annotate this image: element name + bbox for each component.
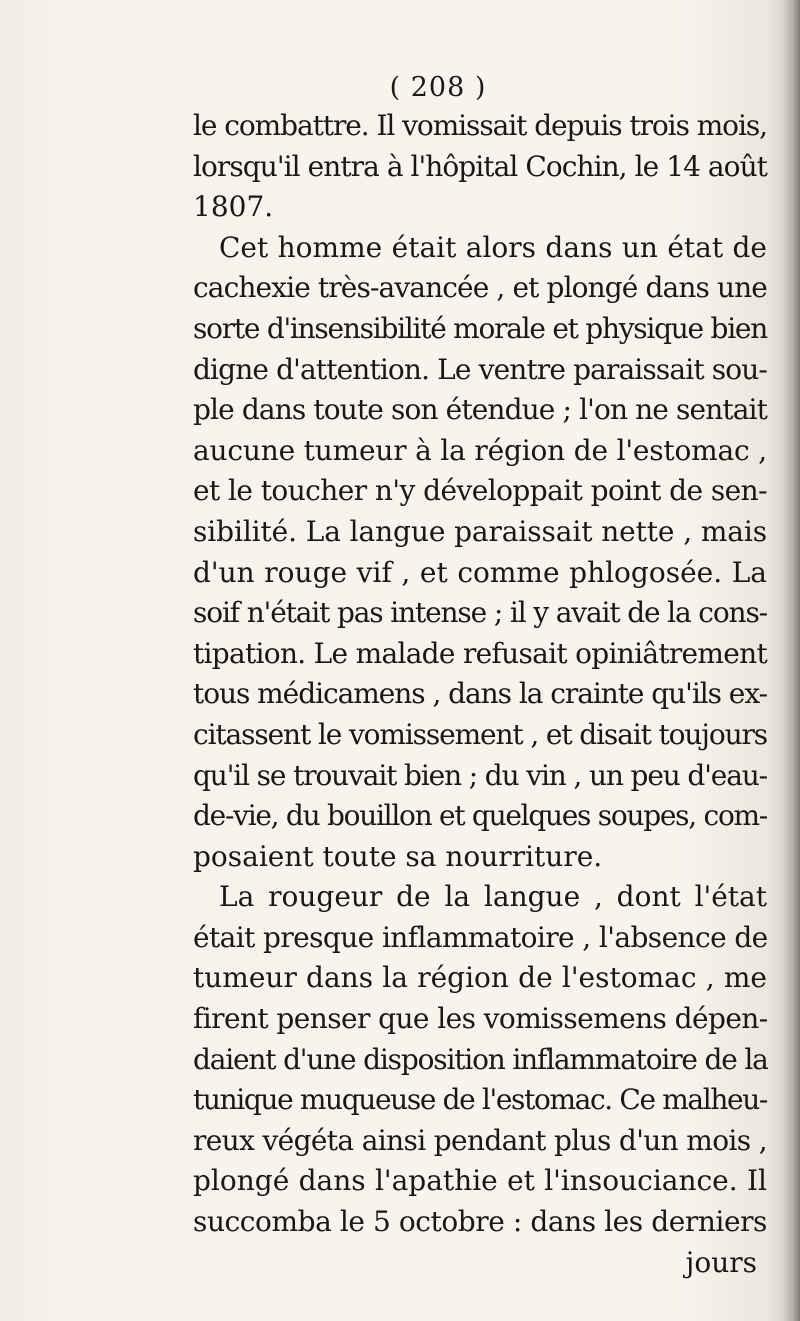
body-text bbox=[193, 106, 767, 1283]
text-line: de-vie, du bouillon et quelques soupes, com- bbox=[193, 799, 767, 833]
text-line: tunique muqueuse de l'estomac. Ce malheu- bbox=[193, 1083, 767, 1117]
paragraph-start-line: La rougeur de la langue , dont l'état bbox=[219, 880, 767, 914]
text-line: tous médicamens , dans la crainte qu'ils ex- bbox=[193, 677, 767, 711]
text-line: reux végéta ainsi pendant plus d'un mois , bbox=[193, 1123, 767, 1157]
text-line: le combattre. Il vomissait depuis trois mois, bbox=[193, 109, 767, 142]
text-line: firent penser que les vomissemens dépen- bbox=[193, 1002, 768, 1036]
text-line: ple dans toute son étendue ; l'on ne sentait bbox=[193, 393, 767, 427]
text-line: était presque inflammatoire , l'absence de bbox=[193, 920, 768, 954]
text-line: tipation. Le malade refusait opiniâtrement bbox=[193, 636, 767, 670]
text-line: aucune tumeur à la région de l'estomac , bbox=[193, 433, 767, 467]
text-line: lorsqu'il entra à l'hôpital Cochin, le 14 août bbox=[193, 149, 767, 183]
text-line: digne d'attention. Le ventre paraissait sou- bbox=[193, 352, 767, 386]
text-line: 1807. bbox=[193, 190, 274, 224]
page-number: ( 208 ) bbox=[389, 72, 487, 103]
text-line: sibilité. La langue paraissait nette , mais bbox=[193, 514, 767, 548]
text-line: posaient toute sa nourriture. bbox=[193, 839, 603, 873]
text-line: tumeur dans la région de l'estomac , me bbox=[193, 961, 767, 995]
catchword: jours bbox=[685, 1245, 757, 1279]
text-line: et le toucher n'y développait point de sen- bbox=[193, 474, 767, 508]
paragraph-start-line: Cet homme était alors dans un état de bbox=[219, 230, 767, 264]
page-edge-shadow bbox=[782, 0, 800, 1321]
text-line: daient d'une disposition inflammatoire de la bbox=[193, 1042, 768, 1076]
text-line: soif n'était pas intense ; il y avait de la cons- bbox=[193, 596, 767, 630]
text-line: succomba le 5 octobre : dans les derniers bbox=[193, 1205, 768, 1239]
page-number-header bbox=[0, 72, 800, 103]
text-line: sorte d'insensibilité morale et physique bien bbox=[193, 311, 767, 345]
text-line: qu'il se trouvait bien ; du vin , un peu d'eau- bbox=[193, 758, 767, 792]
text-line: citassent le vomissement , et disait toujours bbox=[193, 717, 767, 751]
text-line: cachexie très-avancée , et plongé dans une bbox=[193, 271, 767, 305]
text-line: plongé dans l'apathie et l'insouciance. Il bbox=[193, 1164, 767, 1198]
text-line: d'un rouge vif , et comme phlogosée. La bbox=[193, 555, 767, 589]
